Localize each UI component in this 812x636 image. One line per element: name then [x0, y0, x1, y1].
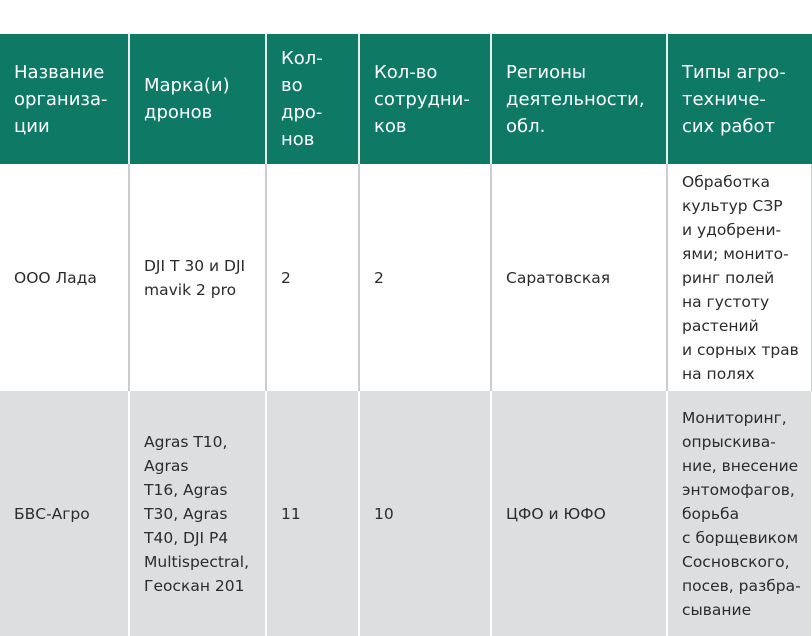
header-organization: Название организа- ции	[0, 34, 129, 164]
cell-regions: ЦФО и ЮФО	[491, 391, 667, 636]
header-staff-count: Кол-во сотрудни- ков	[359, 34, 491, 164]
header-row	[0, 34, 812, 164]
header-drone-count: Кол- во дро- нов	[266, 34, 359, 164]
cell-work-types: Мониторинг, опрыскива- ние, внесение энтомофагов, борьба с борщевиком Сосновского, посев, разбра- сывание	[667, 391, 812, 636]
drone-organizations-table	[0, 34, 812, 636]
cell-organization: ООО Лада	[0, 164, 129, 391]
cell-organization: БВС-Агро	[0, 391, 129, 636]
cell-drone-brands: DJI T 30 и DJI mavik 2 pro	[129, 164, 266, 391]
cell-drone-count: 11	[266, 391, 359, 636]
cell-staff-count: 2	[359, 164, 491, 391]
table-row	[0, 164, 812, 391]
cell-regions: Саратовская	[491, 164, 667, 391]
cell-drone-count: 2	[266, 164, 359, 391]
header-work-types: Типы агро- техниче- сих работ	[667, 34, 812, 164]
table-row	[0, 391, 812, 636]
header-regions: Регионы деятельности, обл.	[491, 34, 667, 164]
cell-work-types: Обработка культур СЗР и удобрени- ями; монито- ринг полей на густоту растений и сорных трав на полях	[667, 164, 812, 391]
cell-staff-count: 10	[359, 391, 491, 636]
header-drone-brands: Марка(и) дронов	[129, 34, 266, 164]
cell-drone-brands: Agras T10, Agras T16, Agras T30, Agras T40, DJI P4 Multispectral, Геоскан 201	[129, 391, 266, 636]
